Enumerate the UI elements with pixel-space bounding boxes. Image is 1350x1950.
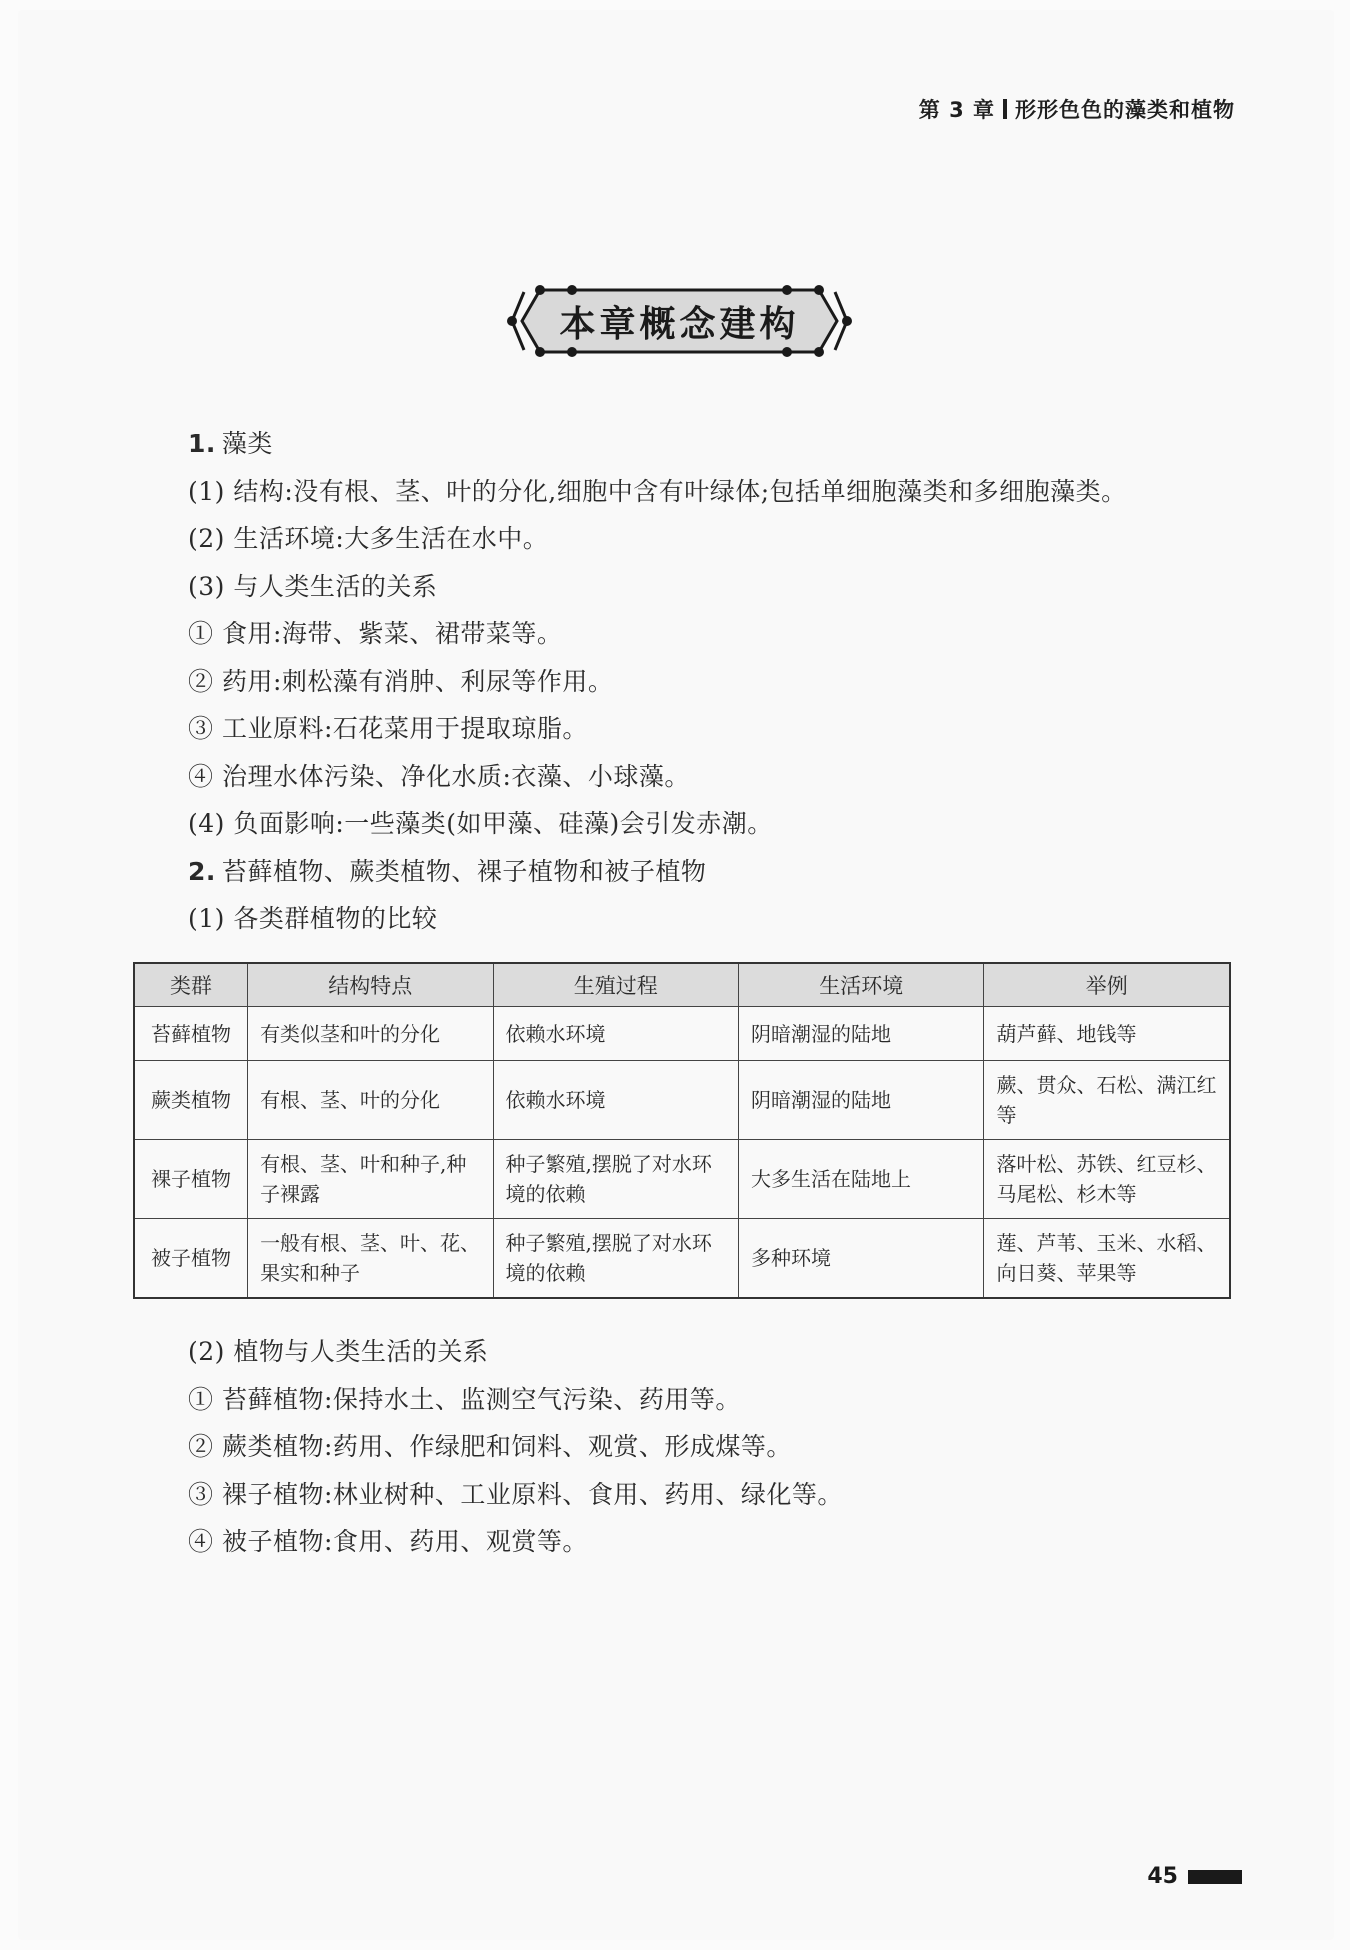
table-cell: 苔藓植物 <box>134 1007 248 1061</box>
banner-title: 本章概念建构 <box>559 303 800 345</box>
table-cell: 蕨类植物 <box>134 1061 248 1140</box>
table-cell: 依赖水环境 <box>493 1061 738 1140</box>
table-cell: 有根、茎、叶的分化 <box>248 1061 493 1140</box>
table-cell: 有类似茎和叶的分化 <box>248 1007 493 1061</box>
table-cell: 莲、芦苇、玉米、水稻、向日葵、苹果等 <box>984 1219 1230 1299</box>
text-line: (2) 生活环境:大多生活在水中。 <box>188 524 549 553</box>
table-cell: 葫芦藓、地钱等 <box>984 1007 1230 1061</box>
table-header: 生活环境 <box>739 963 984 1007</box>
section-number: 1. <box>188 429 216 458</box>
plant-comparison-table <box>133 962 1231 1299</box>
section-algae <box>188 420 1248 943</box>
text-line: (1) 结构:没有根、茎、叶的分化,细胞中含有叶绿体;包括单细胞藻类和多细胞藻类。 <box>188 476 1127 506</box>
table-row <box>134 1007 1230 1061</box>
text-line: ① 苔藓植物:保持水土、监测空气污染、药用等。 <box>188 1384 741 1414</box>
text-line: ① 食用:海带、紫菜、裙带菜等。 <box>188 619 563 648</box>
table-header-row <box>134 963 1230 1007</box>
table-row <box>134 1219 1230 1299</box>
text-line: ② 药用:刺松藻有消肿、利尿等作用。 <box>188 666 614 696</box>
section-plants-relations <box>188 1328 1248 1566</box>
page-marker-bar <box>1188 1870 1242 1884</box>
subsection-title: (1) 各类群植物的比较 <box>188 904 438 933</box>
table-cell: 一般有根、茎、叶、花、果实和种子 <box>248 1219 493 1299</box>
table-cell: 种子繁殖,摆脱了对水环境的依赖 <box>493 1140 738 1219</box>
section-number: 2. <box>188 856 216 886</box>
table-header: 类群 <box>134 963 248 1007</box>
section-title: 苔藓植物、蕨类植物、裸子植物和被子植物 <box>221 856 707 886</box>
text-line: ③ 裸子植物:林业树种、工业原料、食用、药用、绿化等。 <box>188 1479 843 1509</box>
table-cell: 种子繁殖,摆脱了对水环境的依赖 <box>493 1219 738 1299</box>
text-line: ④ 被子植物:食用、药用、观赏等。 <box>188 1527 588 1556</box>
table-cell: 阴暗潮湿的陆地 <box>739 1007 984 1061</box>
table-cell: 有根、茎、叶和种子,种子裸露 <box>248 1140 493 1219</box>
table-header: 举例 <box>984 963 1230 1007</box>
table-row <box>134 1140 1230 1219</box>
section-banner <box>502 280 857 362</box>
header-separator <box>1003 99 1007 119</box>
table-cell: 多种环境 <box>739 1219 984 1299</box>
table-cell: 蕨、贯众、石松、满江红等 <box>984 1061 1230 1140</box>
table-row <box>134 1061 1230 1140</box>
table-cell: 落叶松、苏铁、红豆杉、马尾松、杉木等 <box>984 1140 1230 1219</box>
page-number <box>1147 1864 1242 1889</box>
text-line: ③ 工业原料:石花菜用于提取琼脂。 <box>188 714 588 743</box>
table-header: 生殖过程 <box>493 963 738 1007</box>
table-cell: 阴暗潮湿的陆地 <box>739 1061 984 1140</box>
table-header: 结构特点 <box>248 963 493 1007</box>
text-line: ④ 治理水体污染、净化水质:衣藻、小球藻。 <box>188 761 690 791</box>
table-cell: 依赖水环境 <box>493 1007 738 1061</box>
table-cell: 大多生活在陆地上 <box>739 1140 984 1219</box>
text-line: (4) 负面影响:一些藻类(如甲藻、硅藻)会引发赤潮。 <box>188 809 773 838</box>
section-heading <box>188 420 1248 468</box>
section-heading <box>188 848 1248 896</box>
table-cell: 裸子植物 <box>134 1140 248 1219</box>
running-header <box>919 94 1235 124</box>
chapter-title: 形形色色的藻类和植物 <box>1015 98 1235 122</box>
text-line: ② 蕨类植物:药用、作绿肥和饲料、观赏、形成煤等。 <box>188 1432 792 1461</box>
text-line: (3) 与人类生活的关系 <box>188 571 438 601</box>
chapter-number: 第 3 章 <box>918 98 995 122</box>
subsection-title: (2) 植物与人类生活的关系 <box>188 1337 489 1366</box>
page-number-text: 45 <box>1147 1864 1178 1889</box>
section-title: 藻类 <box>221 429 273 458</box>
table-cell: 被子植物 <box>134 1219 248 1299</box>
